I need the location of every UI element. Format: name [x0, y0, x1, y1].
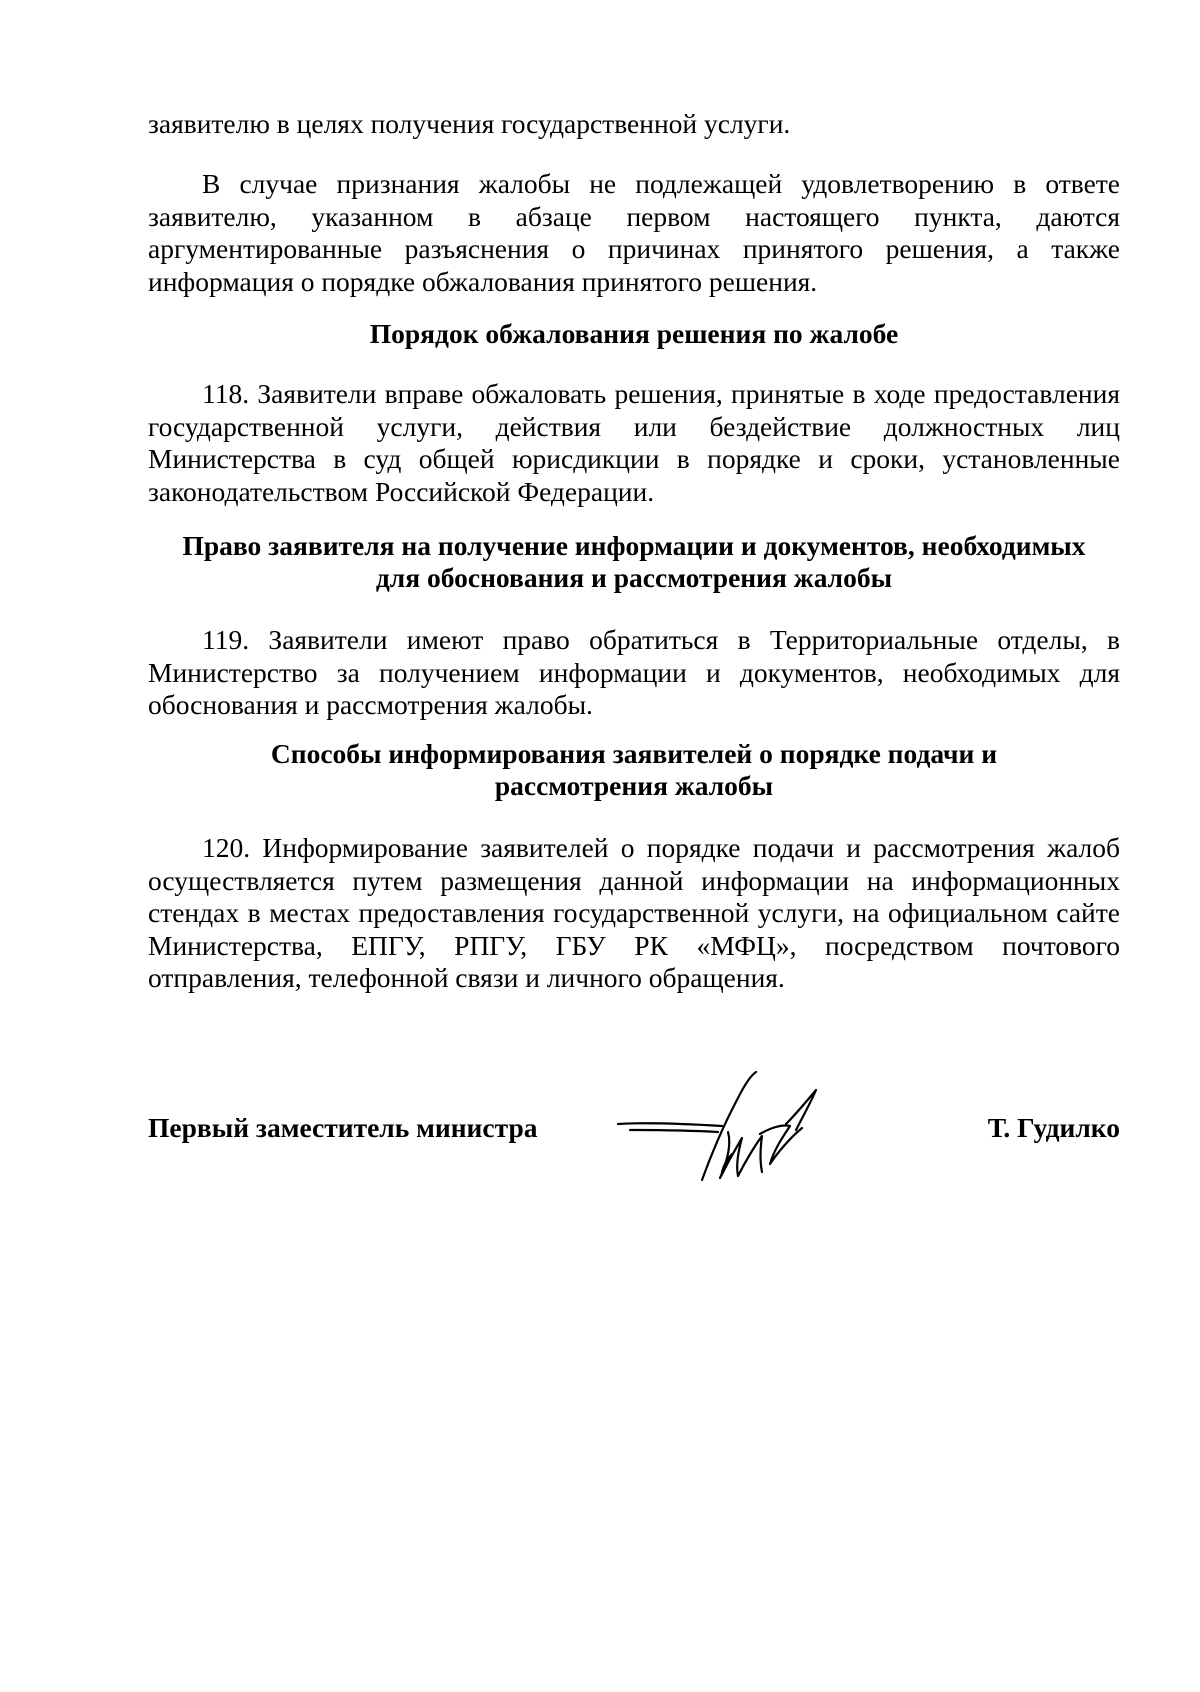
signature-block [148, 1112, 1120, 1222]
heading-informing-methods [148, 738, 1120, 802]
paragraph-118: 118. Заявители вправе обжаловать решения, принятые в ходе предоставления государственной услуги, действия или бездействие должностных лиц Министерства в суд общей юрисдикции в порядке и сроки, установленные законодательством Российской Федерации. [148, 378, 1120, 507]
heading-right-to-information [100, 530, 1168, 594]
paragraph-continuation: заявителю в целях получения государственной услуги. [148, 108, 791, 139]
paragraph-119: 119. Заявители имеют право обратиться в Территориальные отделы, в Министерство за получением информации и документов, необходимых для обоснования и рассмотрения жалобы. [148, 624, 1120, 720]
heading-right-line-1: Право заявителя на получение информации и документов, необходимых [182, 530, 1086, 561]
signatory-title: Первый заместитель министра [148, 1112, 538, 1143]
signatory-name: Т. Гудилко [987, 1112, 1120, 1143]
paragraph-rejection: В случае признания жалобы не подлежащей удовлетворению в ответе заявителю, указанном в абзаце первом настоящего пункта, даются аргументированные разъяснения о причинах принятого решения, а также информация о порядке обжалования принятого решения. [148, 168, 1120, 297]
heading-methods-line-1: Способы информирования заявителей о порядке подачи и [270, 738, 998, 769]
heading-appeal-procedure: Порядок обжалования решения по жалобе [369, 318, 899, 349]
heading-methods-line-2: рассмотрения жалобы [494, 770, 774, 801]
heading-right-line-2: для обоснования и рассмотрения жалобы [375, 562, 893, 593]
handwritten-signature-icon [610, 1068, 840, 1208]
paragraph-120: 120. Информирование заявителей о порядке подачи и рассмотрения жалоб осуществляется путем размещения данной информации на информационных стендах в местах предоставления государственной услуги, на официальном сайте Министерства, ЕПГУ, РПГУ, ГБУ РК «МФЦ», посредством почтового отправления, телефонной связи и личного обращения. [148, 832, 1120, 993]
